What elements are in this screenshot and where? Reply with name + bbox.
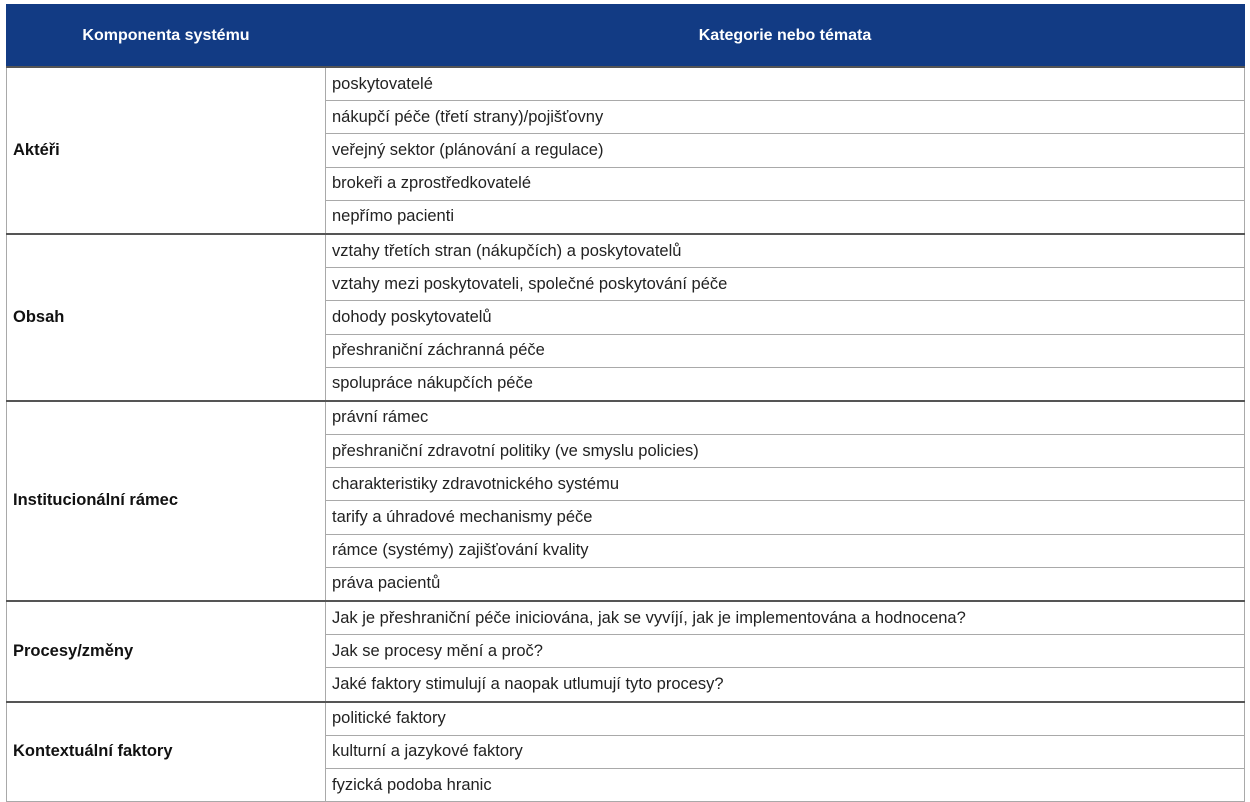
category-cell: charakteristiky zdravotnického systému bbox=[326, 468, 1245, 501]
category-cell: práva pacientů bbox=[326, 567, 1245, 601]
component-cell: Kontextuální faktory bbox=[7, 702, 326, 802]
table-header bbox=[7, 5, 1245, 68]
category-cell: Jak se procesy mění a proč? bbox=[326, 635, 1245, 668]
category-cell: nákupčí péče (třetí strany)/pojišťovny bbox=[326, 101, 1245, 134]
category-cell: politické faktory bbox=[326, 702, 1245, 736]
category-cell: kulturní a jazykové faktory bbox=[326, 735, 1245, 768]
header-row bbox=[7, 5, 1245, 68]
table-row bbox=[7, 234, 1245, 268]
category-cell: poskytovatelé bbox=[326, 67, 1245, 101]
category-cell: spolupráce nákupčích péče bbox=[326, 367, 1245, 401]
category-cell: nepřímo pacienti bbox=[326, 200, 1245, 234]
category-cell: dohody poskytovatelů bbox=[326, 301, 1245, 334]
component-cell: Obsah bbox=[7, 234, 326, 401]
category-cell: tarify a úhradové mechanismy péče bbox=[326, 501, 1245, 534]
category-cell: Jaké faktory stimulují a naopak utlumují tyto procesy? bbox=[326, 668, 1245, 702]
component-cell: Institucionální rámec bbox=[7, 401, 326, 601]
component-cell: Procesy/změny bbox=[7, 601, 326, 702]
table-row bbox=[7, 601, 1245, 635]
category-cell: brokeři a zprostředkovatelé bbox=[326, 167, 1245, 200]
category-cell: právní rámec bbox=[326, 401, 1245, 435]
category-cell: veřejný sektor (plánování a regulace) bbox=[326, 134, 1245, 167]
table-row bbox=[7, 401, 1245, 435]
table-row bbox=[7, 67, 1245, 101]
category-cell: vztahy třetích stran (nákupčích) a poskytovatelů bbox=[326, 234, 1245, 268]
header-categories: Kategorie nebo témata bbox=[326, 5, 1245, 68]
header-component: Komponenta systému bbox=[7, 5, 326, 68]
category-cell: vztahy mezi poskytovateli, společné poskytování péče bbox=[326, 268, 1245, 301]
category-cell: přeshraniční záchranná péče bbox=[326, 334, 1245, 367]
component-cell: Aktéři bbox=[7, 67, 326, 234]
category-cell: přeshraniční zdravotní politiky (ve smyslu policies) bbox=[326, 435, 1245, 468]
table-body bbox=[7, 67, 1245, 802]
table-row bbox=[7, 702, 1245, 736]
category-cell: rámce (systémy) zajišťování kvality bbox=[326, 534, 1245, 567]
system-components-table bbox=[6, 4, 1245, 802]
category-cell: fyzická podoba hranic bbox=[326, 768, 1245, 801]
category-cell: Jak je přeshraniční péče iniciována, jak se vyvíjí, jak je implementována a hodnocena? bbox=[326, 601, 1245, 635]
system-components-table-container bbox=[6, 4, 1244, 802]
